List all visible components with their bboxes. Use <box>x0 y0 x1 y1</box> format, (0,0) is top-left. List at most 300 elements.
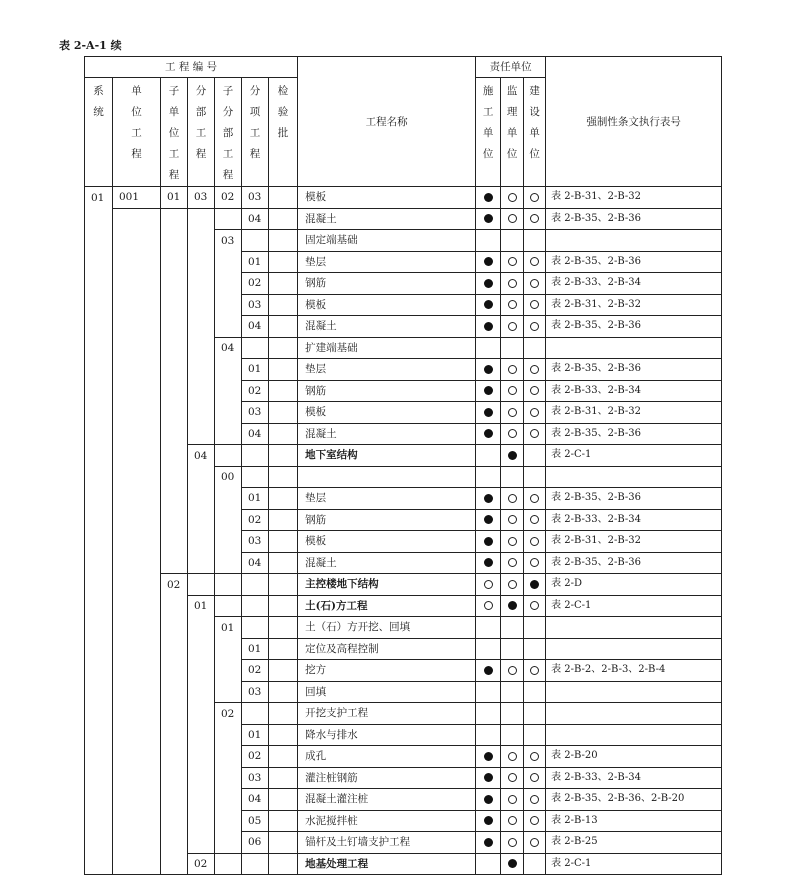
hollow-circle-icon <box>530 365 539 374</box>
builder-mark-cell <box>476 617 501 639</box>
header-system <box>85 78 113 187</box>
item-code <box>242 617 269 639</box>
subunit-code <box>161 660 188 682</box>
unit-code: 001 <box>113 187 161 209</box>
filled-circle-icon <box>484 537 493 546</box>
unit-code <box>113 380 161 402</box>
system-code <box>85 380 113 402</box>
header-char: 子 <box>168 85 180 97</box>
supervisor-mark-cell <box>501 681 524 703</box>
division-code <box>188 316 215 338</box>
builder-mark-cell <box>476 316 501 338</box>
supervisor-mark-cell <box>501 832 524 854</box>
header-char: 批 <box>277 127 289 139</box>
header-char: 单 <box>506 127 518 139</box>
header-char: 程 <box>131 148 142 160</box>
division-code <box>188 423 215 445</box>
builder-mark-cell <box>476 187 501 209</box>
project-name: 模板 <box>298 294 476 316</box>
supervisor-mark-cell <box>501 445 524 467</box>
subunit-code <box>161 703 188 725</box>
owner-mark-cell <box>524 767 546 789</box>
system-code <box>85 337 113 359</box>
header-char: 监 <box>506 85 518 97</box>
unit-code <box>113 681 161 703</box>
table-row <box>85 359 722 381</box>
hollow-circle-icon <box>530 838 539 847</box>
batch-code <box>269 617 298 639</box>
subdivision-code <box>215 509 242 531</box>
subunit-code <box>161 724 188 746</box>
batch-code <box>269 789 298 811</box>
batch-code <box>269 746 298 768</box>
supervisor-mark-cell <box>501 595 524 617</box>
system-code <box>85 724 113 746</box>
unit-code <box>113 617 161 639</box>
item-code <box>242 466 269 488</box>
owner-mark-cell <box>524 638 546 660</box>
owner-mark-cell <box>524 488 546 510</box>
division-code <box>188 617 215 639</box>
hollow-circle-icon <box>508 515 517 524</box>
item-code: 02 <box>242 509 269 531</box>
table-row <box>85 294 722 316</box>
hollow-circle-icon <box>508 773 517 782</box>
filled-circle-icon <box>484 515 493 524</box>
table-row <box>85 488 722 510</box>
supervisor-mark-cell <box>501 402 524 424</box>
item-code <box>242 703 269 725</box>
owner-mark-cell <box>524 509 546 531</box>
division-code <box>188 638 215 660</box>
header-char: 单 <box>131 85 142 97</box>
header-char: 部 <box>222 127 234 139</box>
subdivision-code <box>215 251 242 273</box>
standard-ref: 表 2-B-13 <box>546 810 722 832</box>
subunit-code <box>161 638 188 660</box>
builder-mark-cell <box>476 767 501 789</box>
table-row <box>85 746 722 768</box>
hollow-circle-icon <box>508 257 517 266</box>
subdivision-code <box>215 359 242 381</box>
filled-circle-icon <box>484 816 493 825</box>
project-name: 垫层 <box>298 359 476 381</box>
item-code: 03 <box>242 531 269 553</box>
subunit-code <box>161 208 188 230</box>
hollow-circle-icon <box>508 429 517 438</box>
filled-circle-icon <box>484 214 493 223</box>
standard-ref <box>546 724 722 746</box>
item-code: 02 <box>242 273 269 295</box>
batch-code <box>269 810 298 832</box>
project-name: 开挖支护工程 <box>298 703 476 725</box>
owner-mark-cell <box>524 832 546 854</box>
supervisor-mark-cell <box>501 810 524 832</box>
table-row <box>85 617 722 639</box>
hollow-circle-icon <box>530 300 539 309</box>
system-code <box>85 251 113 273</box>
standard-ref: 表 2-B-31、2-B-32 <box>546 294 722 316</box>
batch-code <box>269 595 298 617</box>
batch-code <box>269 724 298 746</box>
hollow-circle-icon <box>530 773 539 782</box>
division-code <box>188 746 215 768</box>
header-char: 位 <box>131 106 142 118</box>
builder-mark-cell <box>476 337 501 359</box>
subdivision-code <box>215 423 242 445</box>
builder-mark-cell <box>476 251 501 273</box>
standard-ref: 表 2-B-31、2-B-32 <box>546 531 722 553</box>
division-code: 01 <box>188 595 215 617</box>
header-char: 系 <box>93 85 104 97</box>
batch-code <box>269 273 298 295</box>
header-char: 施 <box>482 85 494 97</box>
filled-circle-icon <box>484 558 493 567</box>
standard-ref <box>546 230 722 252</box>
subdivision-code <box>215 853 242 875</box>
supervisor-mark-cell <box>501 531 524 553</box>
header-char: 理 <box>506 106 518 118</box>
header-batch <box>269 78 298 187</box>
hollow-circle-icon <box>530 408 539 417</box>
header-char: 单 <box>482 127 494 139</box>
division-code: 03 <box>188 187 215 209</box>
system-code: 01 <box>85 187 113 209</box>
header-char: 部 <box>195 106 207 118</box>
subunit-code <box>161 316 188 338</box>
item-code: 01 <box>242 724 269 746</box>
system-code <box>85 703 113 725</box>
filled-circle-icon <box>484 322 493 331</box>
subunit-code <box>161 423 188 445</box>
hollow-circle-icon <box>530 601 539 610</box>
project-name: 定位及高程控制 <box>298 638 476 660</box>
subdivision-code <box>215 789 242 811</box>
standard-ref: 表 2-B-33、2-B-34 <box>546 380 722 402</box>
header-unit <box>113 78 161 187</box>
header-char: 程 <box>249 148 261 160</box>
item-code: 04 <box>242 552 269 574</box>
table-row <box>85 423 722 445</box>
hollow-circle-icon <box>508 838 517 847</box>
subdivision-code <box>215 746 242 768</box>
table-row <box>85 703 722 725</box>
builder-mark-cell <box>476 853 501 875</box>
subdivision-code <box>215 832 242 854</box>
filled-circle-icon <box>484 300 493 309</box>
header-char: 工 <box>482 106 494 118</box>
project-name: 土(石)方工程 <box>298 595 476 617</box>
batch-code <box>269 660 298 682</box>
supervisor-mark-cell <box>501 660 524 682</box>
batch-code <box>269 466 298 488</box>
supervisor-mark-cell <box>501 746 524 768</box>
batch-code <box>269 853 298 875</box>
subdivision-code: 02 <box>215 187 242 209</box>
builder-mark-cell <box>476 595 501 617</box>
project-name: 钢筋 <box>298 509 476 531</box>
hollow-circle-icon <box>508 193 517 202</box>
standard-ref: 表 2-B-35、2-B-36 <box>546 488 722 510</box>
system-code <box>85 294 113 316</box>
builder-mark-cell <box>476 638 501 660</box>
subdivision-code: 02 <box>215 703 242 725</box>
item-code: 04 <box>242 208 269 230</box>
hollow-circle-icon <box>530 193 539 202</box>
header-code-group: 工 程 编 号 <box>85 57 298 78</box>
supervisor-mark-cell <box>501 703 524 725</box>
subunit-code <box>161 488 188 510</box>
owner-mark-cell <box>524 208 546 230</box>
subdivision-code <box>215 574 242 596</box>
division-code <box>188 273 215 295</box>
item-code: 03 <box>242 767 269 789</box>
standard-ref: 表 2-B-31、2-B-32 <box>546 187 722 209</box>
item-code <box>242 337 269 359</box>
project-name: 扩建端基础 <box>298 337 476 359</box>
header-char: 单 <box>529 127 540 139</box>
header-char: 设 <box>529 106 540 118</box>
supervisor-mark-cell <box>501 552 524 574</box>
division-code <box>188 251 215 273</box>
header-char: 分 <box>249 85 261 97</box>
builder-mark-cell <box>476 832 501 854</box>
subdivision-code <box>215 810 242 832</box>
unit-code <box>113 531 161 553</box>
project-name: 土（石）方开挖、回填 <box>298 617 476 639</box>
project-name: 模板 <box>298 187 476 209</box>
system-code <box>85 208 113 230</box>
hollow-circle-icon <box>530 795 539 804</box>
division-code <box>188 294 215 316</box>
standard-ref: 表 2-C-1 <box>546 445 722 467</box>
unit-code <box>113 638 161 660</box>
builder-mark-cell <box>476 445 501 467</box>
unit-code <box>113 337 161 359</box>
builder-mark-cell <box>476 359 501 381</box>
system-code <box>85 509 113 531</box>
header-resp-group: 责任单位 <box>476 57 546 78</box>
batch-code <box>269 832 298 854</box>
supervisor-mark-cell <box>501 423 524 445</box>
supervisor-mark-cell <box>501 294 524 316</box>
system-code <box>85 423 113 445</box>
project-name <box>298 466 476 488</box>
builder-mark-cell <box>476 574 501 596</box>
subunit-code <box>161 789 188 811</box>
subdivision-code <box>215 552 242 574</box>
hollow-circle-icon <box>530 214 539 223</box>
project-name: 钢筋 <box>298 380 476 402</box>
item-code: 01 <box>242 251 269 273</box>
division-code <box>188 767 215 789</box>
filled-circle-icon <box>484 752 493 761</box>
header-item <box>242 78 269 187</box>
filled-circle-icon <box>484 429 493 438</box>
header-char: 工 <box>195 127 207 139</box>
standard-ref: 表 2-B-35、2-B-36 <box>546 208 722 230</box>
item-code: 03 <box>242 294 269 316</box>
subunit-code <box>161 853 188 875</box>
subdivision-code <box>215 681 242 703</box>
subdivision-code <box>215 660 242 682</box>
subunit-code <box>161 746 188 768</box>
owner-mark-cell <box>524 552 546 574</box>
hollow-circle-icon <box>530 515 539 524</box>
header-char: 统 <box>93 106 104 118</box>
hollow-circle-icon <box>530 494 539 503</box>
table-row <box>85 552 722 574</box>
item-code: 05 <box>242 810 269 832</box>
table-row <box>85 251 722 273</box>
unit-code <box>113 789 161 811</box>
header-subunit <box>161 78 188 187</box>
division-code <box>188 359 215 381</box>
owner-mark-cell <box>524 595 546 617</box>
division-code: 02 <box>188 853 215 875</box>
batch-code <box>269 531 298 553</box>
header-char: 检 <box>277 85 289 97</box>
subunit-code <box>161 617 188 639</box>
division-code <box>188 810 215 832</box>
project-name: 模板 <box>298 531 476 553</box>
standard-ref <box>546 638 722 660</box>
supervisor-mark-cell <box>501 273 524 295</box>
filled-circle-icon <box>508 601 517 610</box>
table-row <box>85 445 722 467</box>
subunit-code <box>161 251 188 273</box>
hollow-circle-icon <box>484 601 493 610</box>
item-code: 01 <box>242 488 269 510</box>
item-code <box>242 574 269 596</box>
hollow-circle-icon <box>508 494 517 503</box>
batch-code <box>269 402 298 424</box>
division-code <box>188 832 215 854</box>
subunit-code <box>161 552 188 574</box>
division-code <box>188 380 215 402</box>
system-code <box>85 832 113 854</box>
filled-circle-icon <box>484 494 493 503</box>
table-row <box>85 187 722 209</box>
project-name: 挖方 <box>298 660 476 682</box>
hollow-circle-icon <box>508 408 517 417</box>
division-code: 04 <box>188 445 215 467</box>
unit-code <box>113 488 161 510</box>
unit-code <box>113 423 161 445</box>
header-supervisor <box>501 78 524 187</box>
supervisor-mark-cell <box>501 251 524 273</box>
header-char: 程 <box>195 148 207 160</box>
table-row <box>85 208 722 230</box>
unit-code <box>113 746 161 768</box>
subunit-code <box>161 380 188 402</box>
unit-code <box>113 509 161 531</box>
item-code: 03 <box>242 402 269 424</box>
system-code <box>85 316 113 338</box>
project-name: 模板 <box>298 402 476 424</box>
owner-mark-cell <box>524 445 546 467</box>
division-code <box>188 337 215 359</box>
table-row <box>85 853 722 875</box>
batch-code <box>269 316 298 338</box>
builder-mark-cell <box>476 681 501 703</box>
owner-mark-cell <box>524 660 546 682</box>
hollow-circle-icon <box>508 537 517 546</box>
system-code <box>85 466 113 488</box>
header-char: 分 <box>222 106 234 118</box>
owner-mark-cell <box>524 617 546 639</box>
batch-code <box>269 703 298 725</box>
subunit-code <box>161 595 188 617</box>
hollow-circle-icon <box>530 257 539 266</box>
owner-mark-cell <box>524 703 546 725</box>
table-row <box>85 466 722 488</box>
hollow-circle-icon <box>530 386 539 395</box>
header-name: 工程名称 <box>298 57 476 187</box>
division-code <box>188 703 215 725</box>
division-code <box>188 724 215 746</box>
project-name: 垫层 <box>298 251 476 273</box>
table-row <box>85 230 722 252</box>
hollow-circle-icon <box>508 300 517 309</box>
supervisor-mark-cell <box>501 187 524 209</box>
owner-mark-cell <box>524 402 546 424</box>
header-char: 工 <box>131 127 142 139</box>
subdivision-code <box>215 208 242 230</box>
project-name: 地下室结构 <box>298 445 476 467</box>
subdivision-code: 00 <box>215 466 242 488</box>
division-code <box>188 681 215 703</box>
standard-ref: 表 2-B-31、2-B-32 <box>546 402 722 424</box>
supervisor-mark-cell <box>501 466 524 488</box>
unit-code <box>113 767 161 789</box>
table-row <box>85 638 722 660</box>
hollow-circle-icon <box>530 666 539 675</box>
builder-mark-cell <box>476 552 501 574</box>
subunit-code <box>161 230 188 252</box>
batch-code <box>269 337 298 359</box>
system-code <box>85 531 113 553</box>
builder-mark-cell <box>476 703 501 725</box>
unit-code <box>113 445 161 467</box>
supervisor-mark-cell <box>501 337 524 359</box>
supervisor-mark-cell <box>501 509 524 531</box>
header-char: 位 <box>482 148 494 160</box>
division-code <box>188 531 215 553</box>
unit-code <box>113 810 161 832</box>
subdivision-code: 01 <box>215 617 242 639</box>
unit-code <box>113 703 161 725</box>
supervisor-mark-cell <box>501 853 524 875</box>
builder-mark-cell <box>476 294 501 316</box>
subdivision-code <box>215 273 242 295</box>
filled-circle-icon <box>484 365 493 374</box>
header-char: 子 <box>222 85 234 97</box>
header-char: 程 <box>222 169 234 181</box>
builder-mark-cell <box>476 402 501 424</box>
batch-code <box>269 423 298 445</box>
builder-mark-cell <box>476 789 501 811</box>
supervisor-mark-cell <box>501 574 524 596</box>
header-char: 位 <box>506 148 518 160</box>
owner-mark-cell <box>524 423 546 445</box>
hollow-circle-icon <box>508 322 517 331</box>
header-char: 工 <box>168 148 180 160</box>
batch-code <box>269 294 298 316</box>
filled-circle-icon <box>484 795 493 804</box>
header-char: 建 <box>529 85 540 97</box>
system-code <box>85 230 113 252</box>
